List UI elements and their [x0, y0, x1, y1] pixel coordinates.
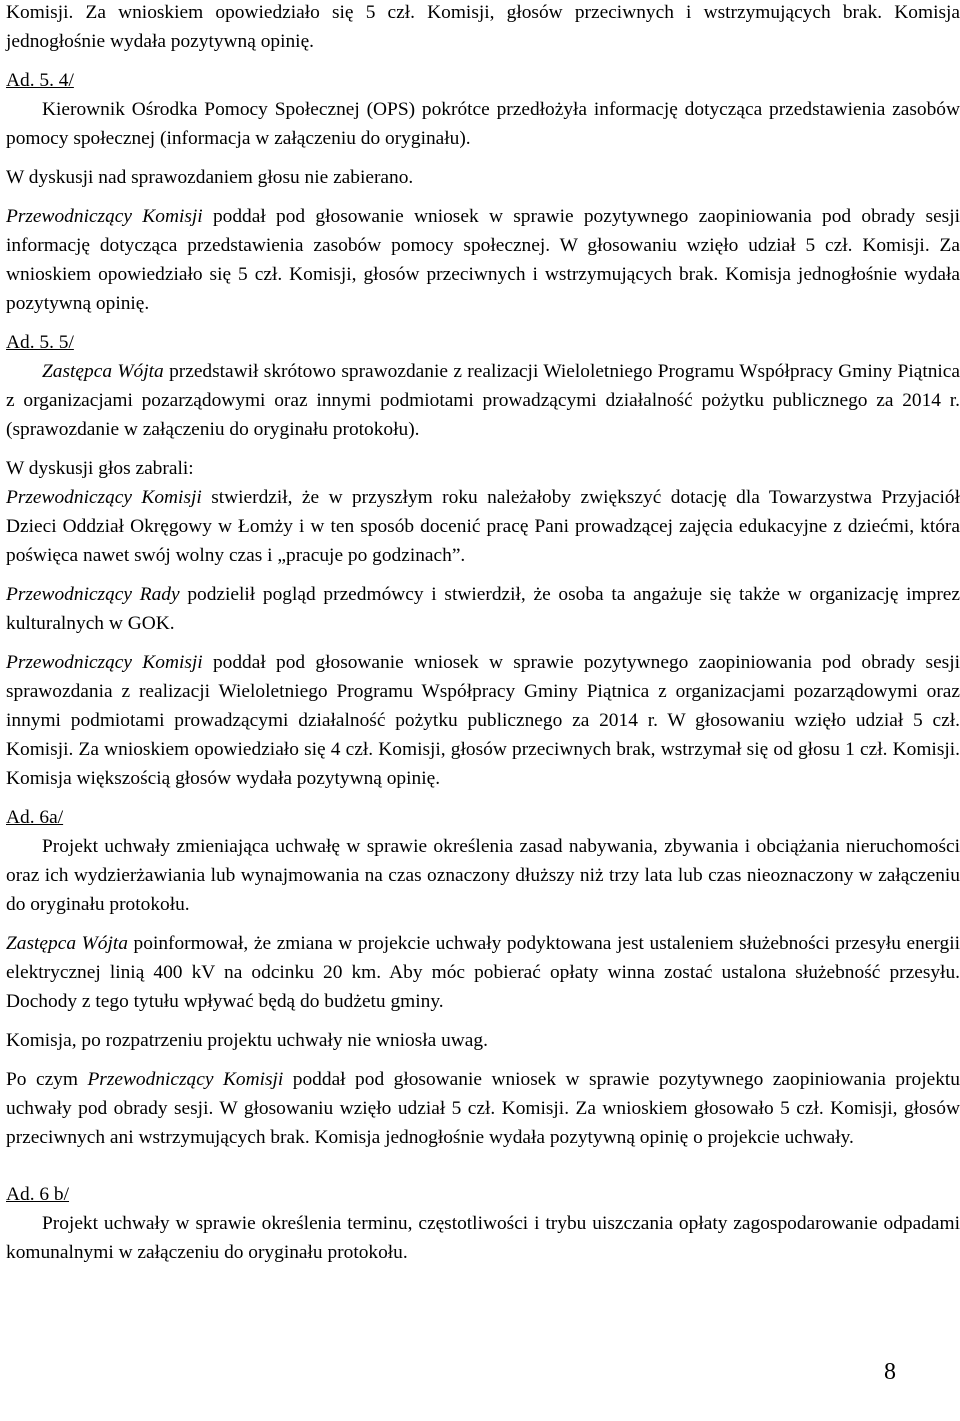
section-title: Ad. 6a/	[6, 807, 64, 828]
paragraph-no-remarks: Komisja, po rozpatrzeniu projektu uchwały nie wniosła uwag.	[6, 1030, 488, 1051]
section-heading-ad-5-5	[6, 328, 960, 357]
info-text: poinformował, że zmiana w projekcie uchwały podyktowana jest ustaleniem służebności przesyłu energii elektrycznej linią 400 kV na odcinku 20 km. Aby móc pobierać opłaty winna zostać ustalona służebność przesyłu. Dochody z tego tytułu wpływać będą do budżetu gminy.	[6, 933, 960, 1012]
speaker-name: Przewodniczący Rady	[6, 584, 180, 605]
speaker-name: Zastępca Wójta	[42, 361, 164, 382]
paragraph-vote-program-report	[6, 648, 960, 793]
speaker-name: Przewodniczący Komisji	[6, 652, 203, 673]
paragraph-discussion-heading: W dyskusji głos zabrali:	[6, 458, 194, 479]
section-heading-ad-6b	[6, 1180, 960, 1209]
section-title: Ad. 6 b/	[6, 1184, 70, 1205]
speaker-name: Zastępca Wójta	[6, 933, 128, 954]
vote-text: poddał pod głosowanie wniosek w sprawie pozytywnego zaopiniowania projektu uchwały pod obrady sesji. W głosowaniu wzięło udział 5 czł. Komisji. Za wnioskiem głosowało 5 czł. Komisji, głosów przeciwnych ani wstrzymujących brak. Komisja jednogłośnie wydała pozytywną opinię o projekcie uchwały.	[6, 1069, 960, 1148]
statement-text: podzielił pogląd przedmówcy i stwierdził, że osoba ta angażuje się także w organizację imprez kulturalnych w GOK.	[6, 584, 960, 634]
section-heading-ad-5-4	[6, 66, 960, 95]
document-body	[6, 0, 960, 1267]
section-title: Ad. 5. 5/	[6, 332, 74, 353]
page-number: 8	[884, 1359, 896, 1385]
vote-text: poddał pod głosowanie wniosek w sprawie pozytywnego zaopiniowania pod obrady sesji sprawozdania z realizacji Wieloletniego Programu Współpracy Gminy Piątnica z organizacjami pozarządowymi oraz innymi podmiotami prowadzącymi działalność pożytku publicznego za 2014 r. W głosowaniu wzięło udział 5 czł. Komisji. Za wnioskiem opowiedziało się 4 czł. Komisji, głosów przeciwnych brak, wstrzymał się od głosu 1 czł. Komisji. Komisja większością głosów wydała pozytywną opinię.	[6, 652, 960, 789]
section-heading-ad-6a	[6, 803, 960, 832]
paragraph-ops-information: Kierownik Ośrodka Pomocy Społecznej (OPS) pokrótce przedłożyła informację dotycząca przedstawienia zasobów pomocy społecznej (informacja w załączeniu do oryginału).	[6, 99, 960, 149]
speaker-name: Przewodniczący Komisji	[87, 1069, 284, 1090]
paragraph-deputy-mayor-info	[6, 929, 960, 1016]
report-text: przedstawił skrótowo sprawozdanie z realizacji Wieloletniego Programu Współpracy Gminy Piątnica z organizacjami pozarządowymi oraz innymi podmiotami prowadzącymi działalność pożytku publicznego za 2014 r. (sprawozdanie w załączeniu do oryginału protokołu).	[6, 361, 960, 440]
statement-text: stwierdził, że w przyszłym roku należałoby zwiększyć dotację dla Towarzystwa Przyjaciół Dzieci Oddział Okręgowy w Łomży i w ten sposób docenić pracę Pani prowadzącej zajęcia edukacyjne z dziećmi, która poświęca nawet swój wolny czas i „pracuje po godzinach”.	[6, 487, 960, 566]
paragraph-resolution-draft-6a: Projekt uchwały zmieniająca uchwałę w sprawie określenia zasad nabywania, zbywania i obciążania nieruchomości oraz ich wydzierżawiania lub wynajmowania na czas oznaczony dłuższy niż trzy lata lub czas nieoznaczony w załączeniu do oryginału protokołu.	[6, 836, 960, 915]
paragraph-vote-6a	[6, 1065, 960, 1152]
paragraph-statement-chairman-council	[6, 580, 960, 638]
speaker-name: Przewodniczący Komisji	[6, 206, 203, 227]
vote-text: poddał pod głosowanie wniosek w sprawie pozytywnego zaopiniowania pod obrady sesji informację dotycząca przedstawienia zasobów pomocy społecznej. W głosowaniu wzięło udział 5 czł. Komisji. Za wnioskiem opowiedziało się 5 czł. Komisji, głosów przeciwnych i wstrzymujących brak. Komisja jednogłośnie wydała pozytywną opinię.	[6, 206, 960, 314]
paragraph-resolution-draft-6b: Projekt uchwały w sprawie określenia terminu, częstotliwości i trybu uiszczania opłaty zagospodarowanie odpadami komunalnymi w załączeniu do oryginału protokołu.	[6, 1213, 960, 1263]
paragraph-no-discussion: W dyskusji nad sprawozdaniem głosu nie zabierano.	[6, 167, 414, 188]
paragraph-statement-chairman-committee	[6, 483, 960, 570]
paragraph-previous-item-conclusion: Komisji. Za wnioskiem opowiedziało się 5 czł. Komisji, głosów przeciwnych i wstrzymujących brak. Komisja jednogłośnie wydała pozytywną opinię.	[6, 2, 960, 52]
paragraph-program-report	[6, 357, 960, 444]
vote-prefix: Po czym	[6, 1069, 88, 1090]
speaker-name: Przewodniczący Komisji	[6, 487, 202, 508]
paragraph-vote-ops	[6, 202, 960, 318]
section-title: Ad. 5. 4/	[6, 70, 74, 91]
